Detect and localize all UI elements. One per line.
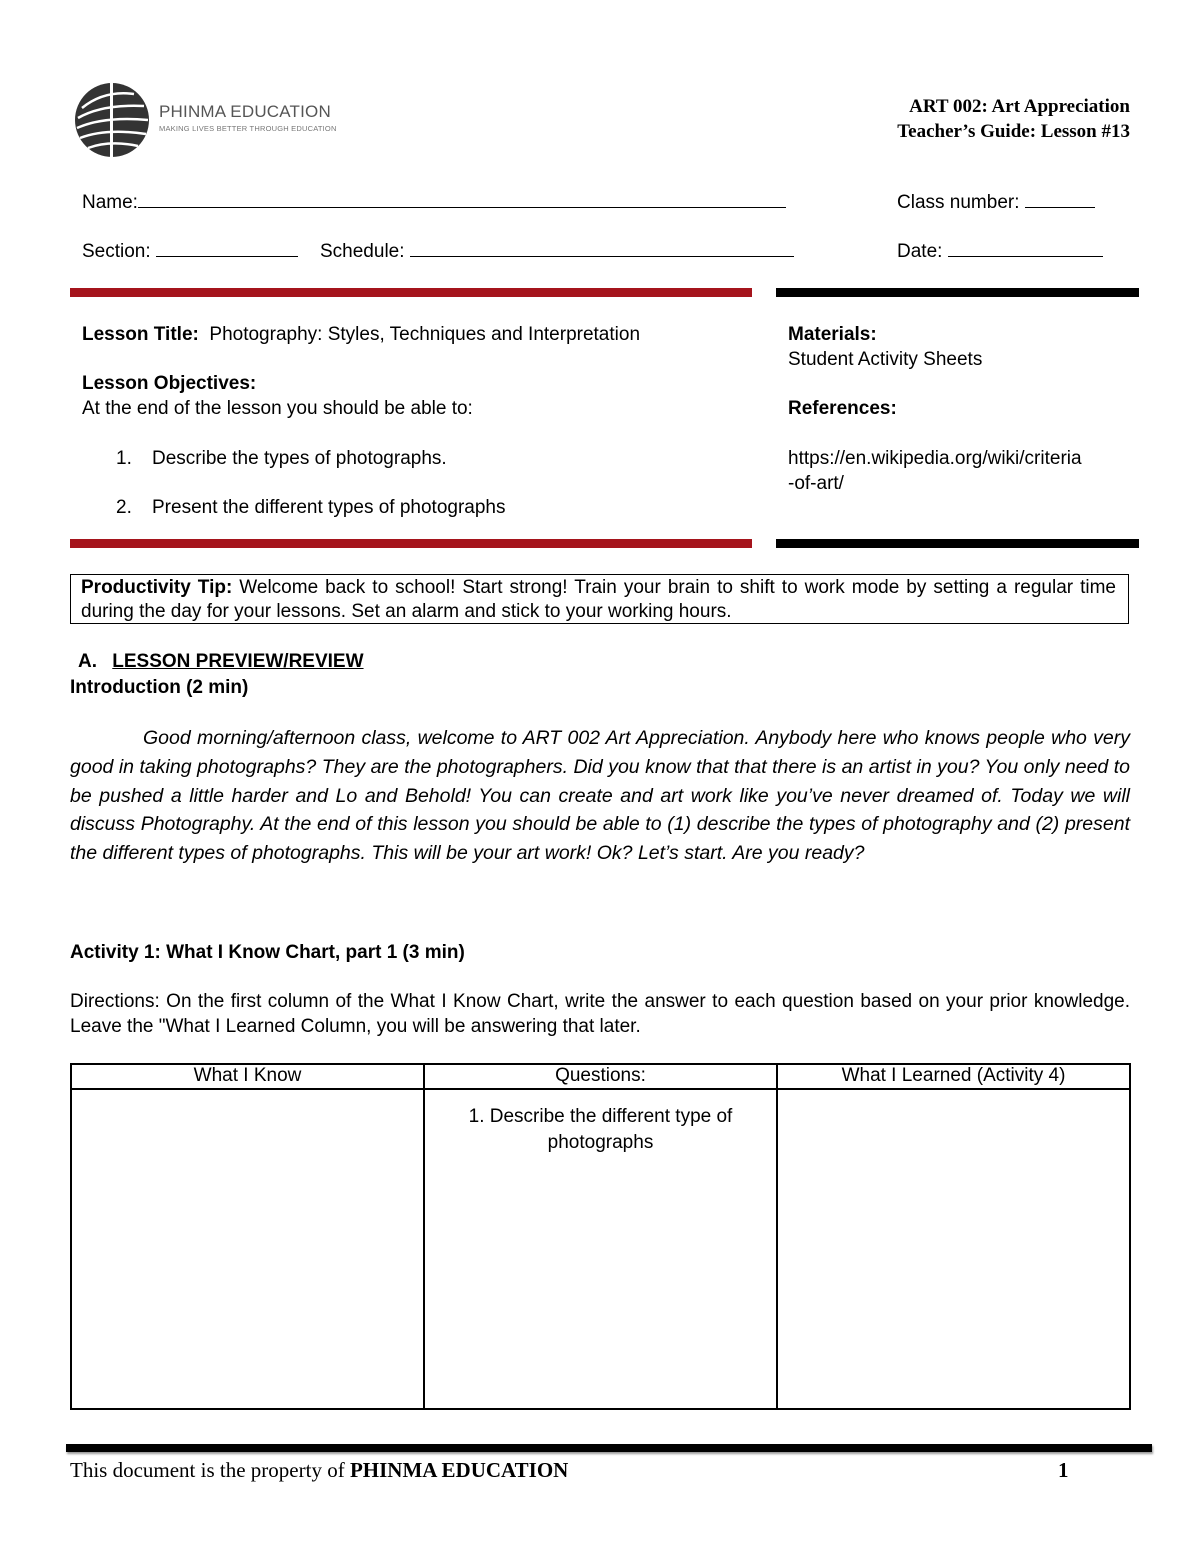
divider-black-top [776, 288, 1139, 297]
activity1-heading: Activity 1: What I Know Chart, part 1 (3 min) [70, 942, 465, 963]
date-field[interactable] [897, 240, 1103, 263]
question-1: 1. Describe the different type of photographs [468, 1106, 733, 1153]
section-field[interactable] [82, 240, 298, 263]
header-what-i-learned: What I Learned (Activity 4) [777, 1064, 1130, 1089]
phinma-logo [74, 80, 374, 160]
objectives-label: Lesson Objectives: [82, 373, 257, 394]
logo-tagline: MAKING LIVES BETTER THROUGH EDUCATION [159, 124, 337, 133]
questions-cell [424, 1089, 777, 1409]
tip-text: Welcome back to school! Start strong! Train your brain to shift to work mode by setting a regular time during the day for your lessons. Set an alarm and stick to your working hours. [81, 577, 1116, 622]
class-number-blank[interactable] [1025, 191, 1095, 208]
section-blank[interactable] [156, 240, 298, 257]
reference-link-line2[interactable]: -of-art/ [788, 473, 844, 494]
divider-black-bottom [776, 539, 1139, 548]
class-number-label: Class number: [897, 192, 1020, 213]
objective-1-text: Describe the types of photographs. [152, 448, 447, 469]
schedule-label: Schedule: [320, 241, 405, 262]
objectives-intro: At the end of the lesson you should be able to: [82, 398, 473, 419]
name-label: Name: [82, 192, 138, 213]
date-blank[interactable] [948, 240, 1103, 257]
tip-label: Productivity Tip: [81, 577, 233, 598]
table-row [71, 1089, 1130, 1409]
what-i-know-cell[interactable] [71, 1089, 424, 1409]
divider-red-top [70, 288, 752, 297]
logo-name: PHINMA EDUCATION [159, 102, 331, 121]
schedule-field[interactable] [320, 240, 794, 263]
intro-text: Good morning/afternoon class, welcome to ART 002 Art Appreciation. Anybody here who knows people who very good in taking photographs? They are the photographers. Did you know that that there is an artist in you? You only need to be pushed a little harder and Lo and Behold! You can create and art work like you’ve never dreamed of. Today we will discuss Photography. At the end of this lesson you should be able to (1) describe the types of photography and (2) present the different types of photographs. This will be your art work! Ok? Let’s start. Are you ready? [70, 727, 1130, 865]
intro-heading: Introduction (2 min) [70, 677, 249, 698]
section-label: Section: [82, 241, 151, 262]
schedule-blank[interactable] [410, 240, 794, 257]
what-i-know-chart [70, 1063, 1131, 1410]
footer-prefix: This document is the property of [70, 1458, 350, 1482]
lesson-title-label: Lesson Title: [82, 324, 199, 345]
course-title: ART 002: Art Appreciation [909, 96, 1130, 117]
name-blank[interactable] [138, 191, 786, 208]
phinma-globe-icon [74, 80, 154, 160]
class-number-field[interactable] [897, 191, 1095, 214]
table-header-row [71, 1064, 1130, 1089]
reference-link-line1[interactable]: https://en.wikipedia.org/wiki/criteria [788, 448, 1082, 469]
name-field[interactable] [82, 191, 786, 214]
references-label: References: [788, 398, 897, 419]
activity1-directions: Directions: On the first column of the What I Know Chart, write the answer to each question based on your prior knowledge. Leave the "What I Learned Column, you will be answering that later. [70, 991, 1130, 1037]
section-a-title: LESSON PREVIEW/REVIEW [112, 651, 364, 672]
objective-2-text: Present the different types of photographs [152, 497, 506, 518]
lesson-title-value: Photography: Styles, Techniques and Interpretation [209, 324, 641, 345]
objective-2-num: 2. [116, 497, 132, 518]
page-number: 1 [1058, 1458, 1069, 1482]
header-what-i-know: What I Know [71, 1064, 424, 1089]
footer-owner: PHINMA EDUCATION [349, 1458, 569, 1482]
objective-1-num: 1. [116, 448, 132, 469]
materials-value: Student Activity Sheets [788, 349, 983, 370]
footer-text [70, 1458, 568, 1483]
section-a-letter: A. [78, 651, 97, 672]
section-a-heading [78, 649, 364, 674]
header-questions: Questions: [424, 1064, 777, 1089]
footer-bar [66, 1444, 1152, 1452]
materials-label: Materials: [788, 324, 877, 345]
what-i-learned-cell[interactable] [777, 1089, 1130, 1409]
lesson-title-line [82, 322, 640, 347]
intro-paragraph [70, 724, 1130, 868]
productivity-tip-box [70, 574, 1129, 624]
date-label: Date: [897, 241, 943, 262]
divider-red-bottom [70, 539, 752, 548]
guide-title: Teacher’s Guide: Lesson #13 [897, 121, 1130, 142]
